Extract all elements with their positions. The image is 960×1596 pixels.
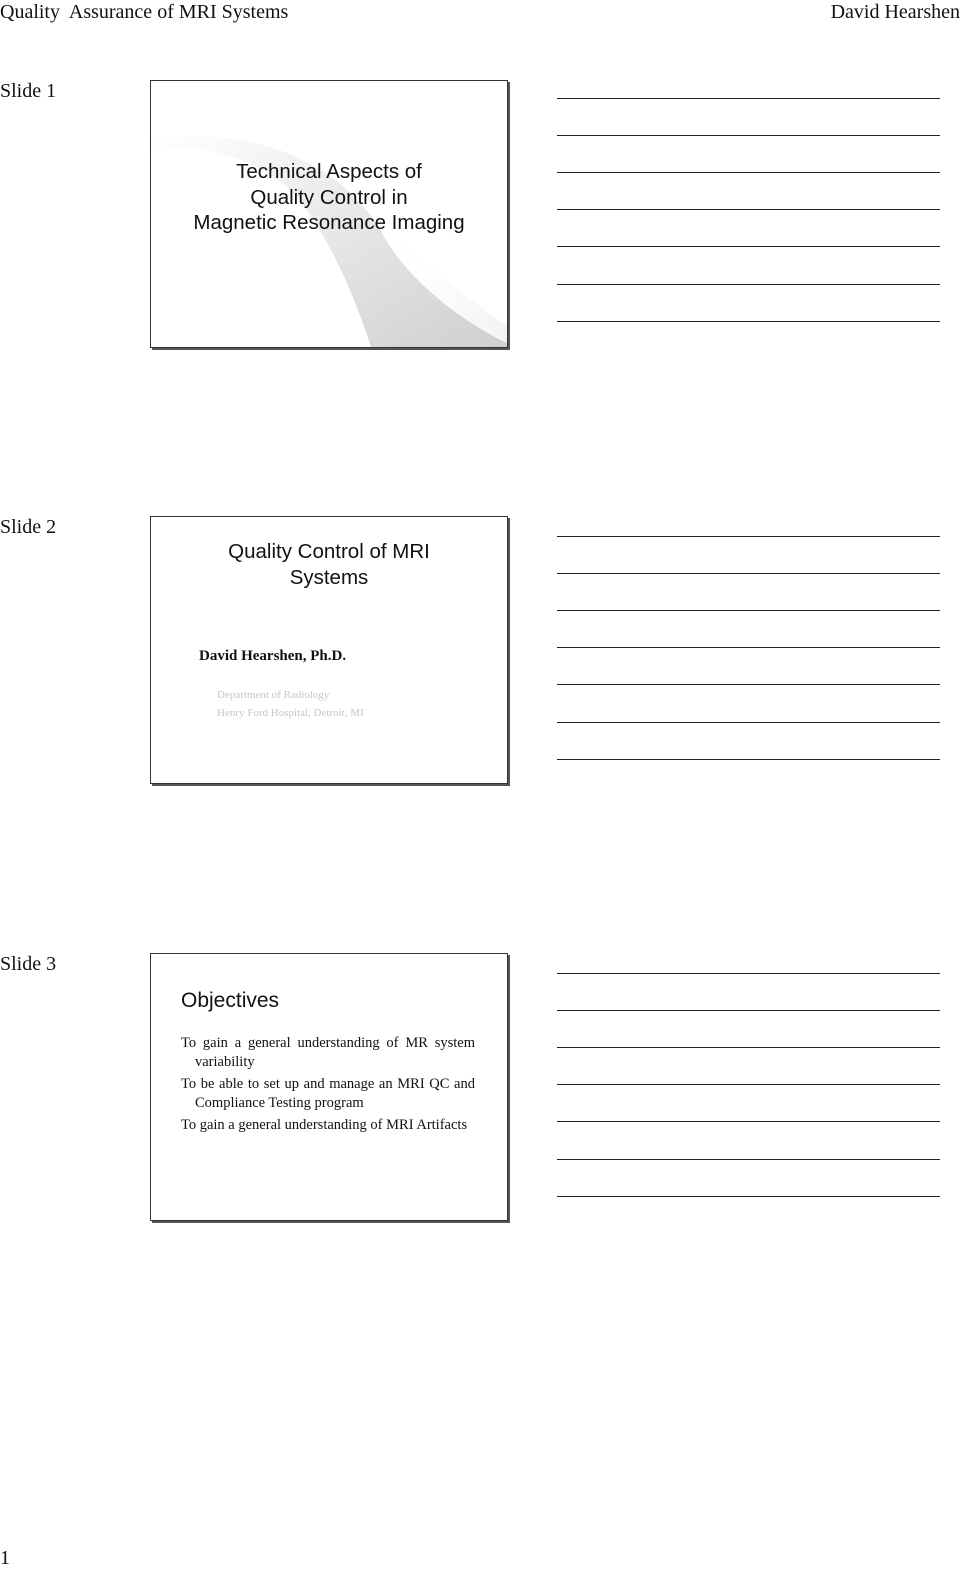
slide-1-title-line: Magnetic Resonance Imaging (193, 211, 465, 234)
note-line (557, 1159, 940, 1160)
slide-1-title-line: Technical Aspects of (236, 160, 422, 183)
slide-3-thumbnail (150, 953, 508, 1221)
note-line (557, 284, 940, 285)
slide-1-title (151, 159, 507, 236)
note-line (557, 1084, 940, 1085)
list-item: To gain a general understanding of MR system variability (181, 1035, 475, 1070)
note-line (557, 321, 940, 322)
slide-2-title-line: Systems (289, 565, 369, 589)
slide-3-label: Slide 3 (0, 953, 57, 975)
slide-1-thumbnail (150, 80, 508, 348)
slide-1-title-line: Quality Control in (250, 185, 408, 209)
list-item: To gain a general understanding of MRI Artifacts (181, 1117, 468, 1133)
author-name: David Hearshen (830, 1, 960, 23)
note-line (557, 647, 940, 648)
document-title: Quality Assurance of MRI Systems (0, 1, 289, 23)
affiliation-line: Department of Radiology (217, 689, 330, 701)
note-line (557, 246, 940, 247)
note-line (557, 1121, 940, 1122)
slide-3-title: Objectives (181, 989, 280, 1012)
note-line (557, 759, 940, 760)
note-line (557, 172, 940, 173)
affiliation-line: Henry Ford Hospital, Detroit, MI (217, 707, 364, 719)
note-line (557, 610, 940, 611)
slide-2-author: David Hearshen, Ph.D. (199, 648, 347, 664)
slide-1-label: Slide 1 (0, 80, 57, 102)
slide-2-title (151, 539, 507, 590)
note-line (557, 573, 940, 574)
note-line (557, 1196, 940, 1197)
note-line (557, 98, 940, 99)
objectives-list (181, 1034, 475, 1138)
slide-2-thumbnail (150, 516, 508, 784)
note-line (557, 722, 940, 723)
note-line (557, 135, 940, 136)
list-item: To be able to set up and manage an MRI QC and Compliance Testing program (181, 1076, 475, 1111)
note-line (557, 684, 940, 685)
note-line (557, 973, 940, 974)
slide-2-title-line: Quality Control of MRI (228, 540, 430, 563)
note-line (557, 1010, 940, 1011)
note-line (557, 209, 940, 210)
slide-2-label: Slide 2 (0, 516, 57, 538)
page-number: 1 (0, 1547, 10, 1569)
note-line (557, 1047, 940, 1048)
slide-2-affiliation (217, 686, 364, 722)
note-line (557, 536, 940, 537)
